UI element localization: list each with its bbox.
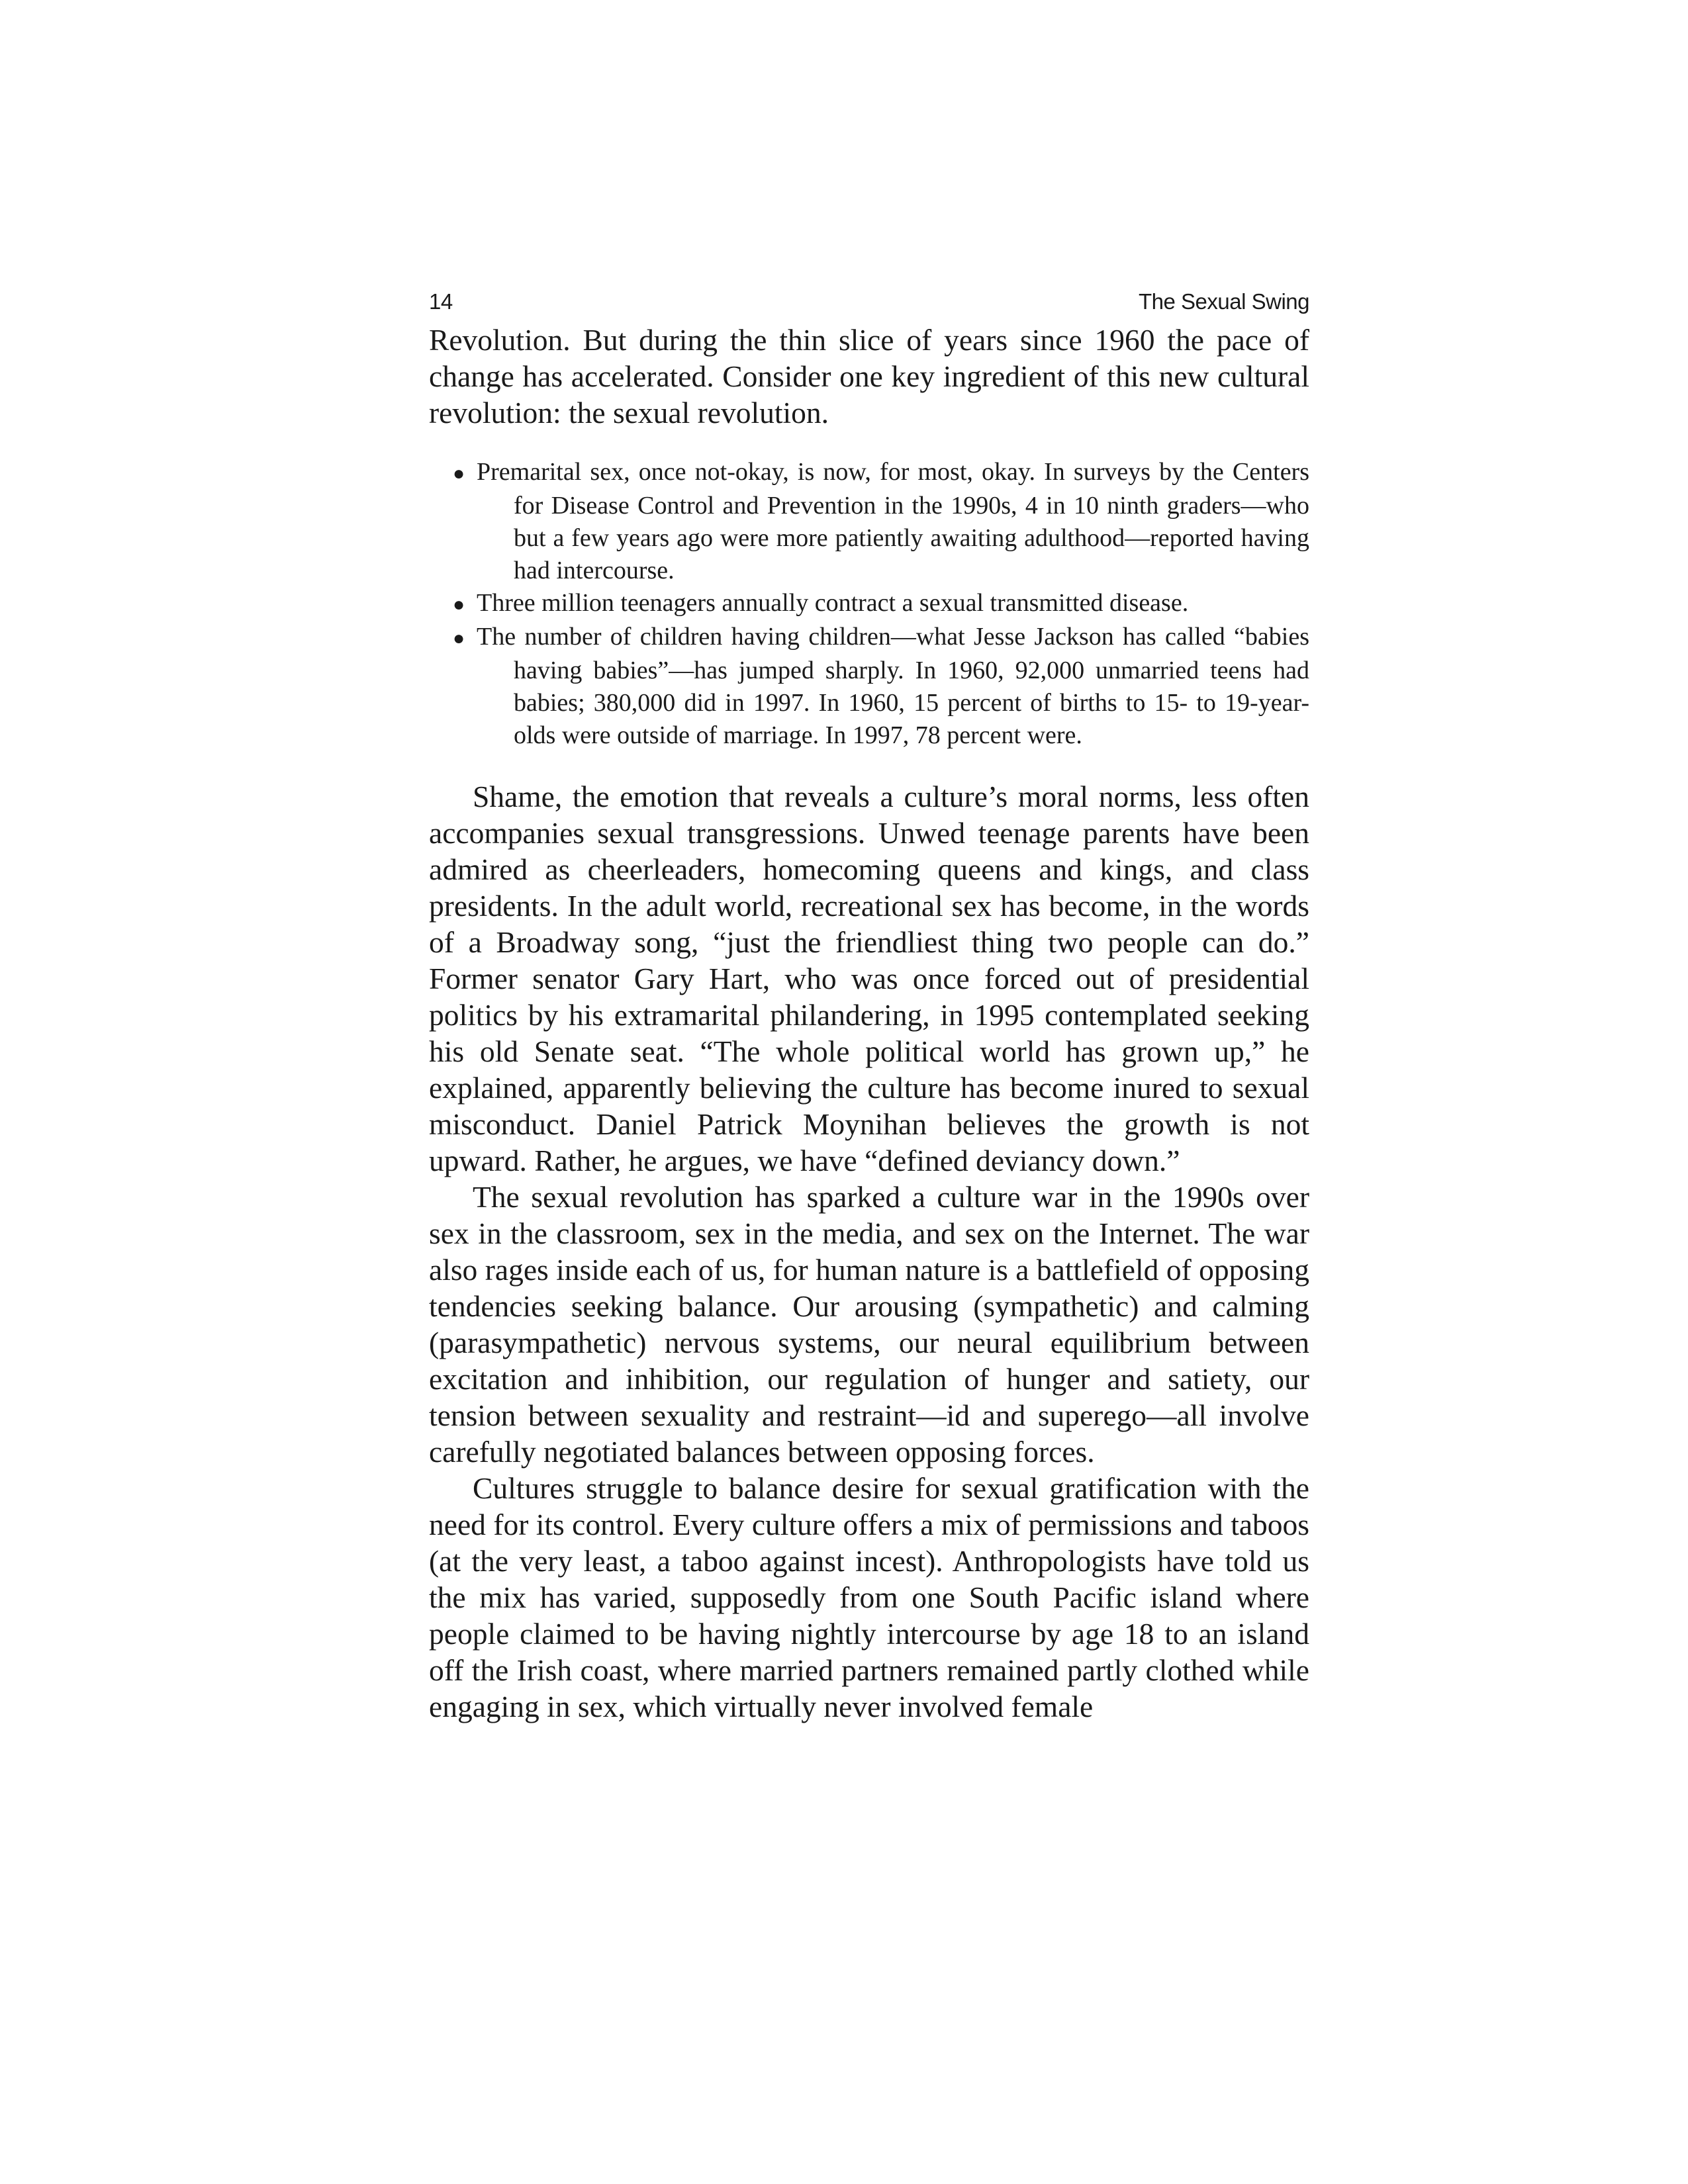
body-text <box>429 322 1309 1725</box>
bullet-icon: ● <box>453 463 465 484</box>
page-number: 14 <box>429 289 453 314</box>
bullet-item <box>429 587 1309 621</box>
intro-paragraph: Revolution. But during the thin slice of years since 1960 the pace of change has accelerated. Consider one key ingredient of this new cultural revolution: the sexual revolution. <box>429 323 1309 430</box>
book-page <box>429 286 1309 1725</box>
running-head <box>429 286 1309 318</box>
running-title: The Sexual Swing <box>1139 289 1309 314</box>
bullet-text: Three million teenagers annually contract a sexual transmitted disease. <box>477 589 1189 617</box>
paragraph-cultures-struggle: Cultures struggle to balance desire for sexual gratification with the need for its control. Every culture offers a mix of permissions and taboos (at the very least, a taboo against incest). Anthropologists have told us the mix has varied, supposedly from one South Pacific island where people claimed to be having nightly intercourse by age 18 to an island off the Irish coast, where married partners remained partly clothed while engaging in sex, which virtually never involved female <box>429 1471 1309 1723</box>
bullet-text: The number of children having children—what Jesse Jackson has called “babies having babies”—has jumped sharply. In 1960, 92,000 unmarried teens had babies; 380,000 did in 1997. In 1960, 15 percent of births to 15- to 19-year-olds were outside of marriage. In 1997, 78 percent were. <box>477 623 1309 749</box>
bullet-text: Premarital sex, once not-okay, is now, for most, okay. In surveys by the Centers for Disease Control and Prevention in the 1990s, 4 in 10 ninth graders—who but a few years ago were more patiently awaiting adulthood—reported having had intercourse. <box>477 458 1309 584</box>
bullet-item <box>429 456 1309 587</box>
bullet-icon: ● <box>453 627 465 649</box>
paragraph-culture-war: The sexual revolution has sparked a culture war in the 1990s over sex in the classroom, sex in the media, and sex on the Internet. The war also rages inside each of us, for human nature is a battlefield of opposing tendencies seeking balance. Our arousing (sympathetic) and calming (parasympathetic) nervous systems, our neural equilibrium between excitation and inhibition, our regulation of hunger and satiety, our tension between sexuality and restraint—id and superego—all involve carefully negotiated balances between opposing forces. <box>429 1180 1309 1469</box>
bullet-icon: ● <box>453 594 465 615</box>
bullet-item <box>429 621 1309 752</box>
bullet-list <box>429 456 1309 752</box>
paragraph-shame: Shame, the emotion that reveals a culture’s moral norms, less often accompanies sexual transgressions. Unwed teenage parents have been admired as cheerleaders, homecoming queens and kings, and class presidents. In the adult world, recreational sex has become, in the words of a Broadway song, “just the friendliest thing two people can do.” Former senator Gary Hart, who was once forced out of presidential politics by his extramarital philandering, in 1995 contemplated seeking his old Senate seat. “The whole political world has grown up,” he explained, apparently believing the culture has become inured to sexual misconduct. Daniel Patrick Moynihan believes the growth is not upward. Rather, he argues, we have “defined deviancy down.” <box>429 780 1309 1177</box>
